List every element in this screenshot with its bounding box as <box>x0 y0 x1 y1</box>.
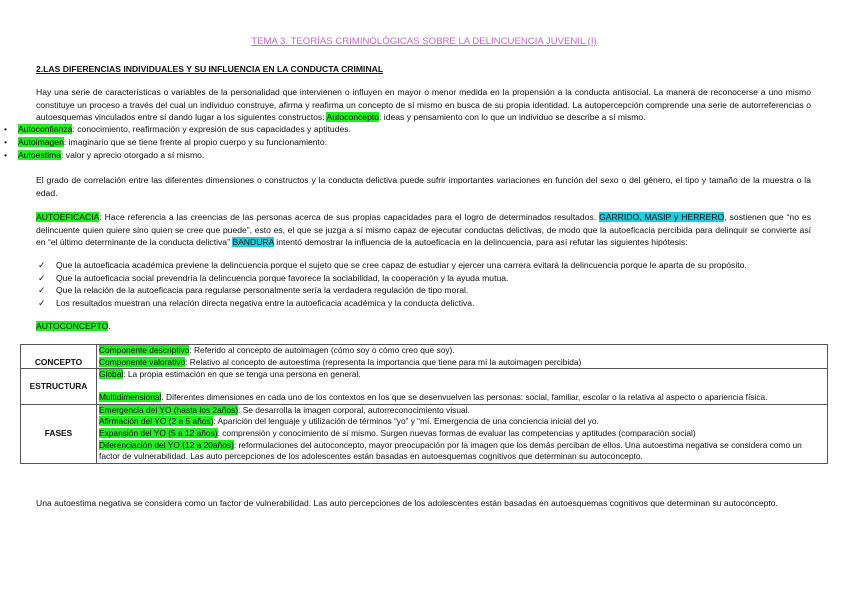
list-item <box>36 272 816 285</box>
check-icon: ✓ <box>38 297 46 308</box>
cell-text: : Se desarrolla la imagen corporal, autorreconocimiento visual. <box>238 404 470 415</box>
bullet-term: Autoconfianza <box>18 124 73 134</box>
cell-term: Diferenciación del YO (12 a 20años) <box>99 439 234 450</box>
autoconcepto-heading <box>36 320 111 333</box>
autoconcepto-label: AUTOCONCEPTO <box>36 321 109 331</box>
autoconcepto-dot: . <box>108 321 111 331</box>
cell-text: : Referido al concepto de autoimagen (cómo soy o cómo creo que soy). <box>189 345 455 355</box>
row-label-estructura: ESTRUCTURA <box>21 369 97 405</box>
cell-line <box>99 416 825 428</box>
table-cell <box>97 404 828 463</box>
cell-term: Componente valorativo <box>99 356 186 367</box>
cell-term: Global <box>99 369 124 380</box>
constructs-list <box>0 123 820 162</box>
list-item <box>36 297 816 310</box>
autoconcepto-table <box>20 344 828 464</box>
cell-text: : comprensión y conocimiento de sí mismo. Surgen nuevas formas de evaluar las competencias y aptitudes (comparación social) <box>217 427 696 438</box>
cell-term: Componente descriptivo <box>99 345 190 355</box>
intro-tail: : ideas y pensamiento con lo que un individuo se describe a sí mismo. <box>379 112 646 123</box>
cell-line <box>99 428 825 440</box>
autoeficacia-text-2: , sostienen que “no es delincuente quien quiere sino quien se cree que puede”, esto es, el que se juzga a sí mismo capaz de ejecutar conductas delictivas, de modo que la autoeficacia percibida para delinquir se convierte así en “el último determinante de la conducta delictiva” <box>36 212 811 248</box>
bullet-icon: • <box>4 124 8 134</box>
table-cell <box>97 345 828 369</box>
bullet-text: : imaginario que se tiene frente al propio cuerpo y su funcionamiento. <box>63 137 328 147</box>
cell-text: : reformulaciones del autoconcepto, mayor preocupación por la imagen que los demás perciban de ellos. Una autoestima negativa se considera como un factor de vulnerabilidad. Las auto percepciones de los adolescentes están basadas en autoesquemas cognitivos que determinan su autoconcepto. <box>99 439 802 462</box>
cell-term: Multidimensional <box>99 392 162 403</box>
hypothesis-text: Que la autoeficacia académica previene la delincuencia porque el sujeto que se cree capaz de estudiar y ejercer una carrera evitará la delincuencia porque le aparta de su propósito. <box>56 260 747 270</box>
cell-line <box>99 392 825 404</box>
bullet-term: Autoimagen <box>18 137 64 147</box>
row-label-fases: FASES <box>21 404 97 463</box>
autoeficacia-text-1: : Hace referencia a las creencias de las personas acerca de sus propias capacidades para el logro de determinados resultados. <box>99 212 600 222</box>
list-item <box>36 259 816 272</box>
table-cell <box>97 369 828 405</box>
list-item <box>0 123 820 136</box>
cell-line <box>99 440 825 463</box>
cell-text: : Aparición del lenguaje y utilización de términos “yo” y “mí. Emergencia de una conciencia inicial del yo. <box>213 416 599 427</box>
bullet-icon: • <box>4 137 8 147</box>
bullet-text: : conocimiento, reafirmación y expresión de sus capacidades y aptitudes. <box>72 124 351 134</box>
cell-line <box>99 345 825 357</box>
hypotheses-list <box>36 259 816 309</box>
cell-term: Expansión del YO (5 a 12 años) <box>99 427 218 438</box>
intro-text: Hay una serie de características o variables de la personalidad que intervienen o influyen en mayor o menor medida en la propensión a la conducta antisocial. La manera de reconocerse a uno mismo constituye un proceso a través del cual un individuo construye, afirma y reafirma un concepto de sí mismo en busca de su propia identidad. La autopercepción comprende una serie de autorreferencias o autoesquemas vinculados entre sí dando lugar a los siguientes constructos: <box>36 87 811 123</box>
list-item <box>36 284 816 297</box>
cell-text: . Diferentes dimensiones en cada uno de los contextos en los que se desenvuelven las personas: social, familiar, escolar o la relativa al aspecto o apariencia física. <box>161 392 768 403</box>
row-label-concepto: CONCEPTO <box>21 345 97 369</box>
authors-highlight: GARRIDO, MASIP y HERRERO <box>599 212 725 222</box>
cell-text: : Relativo al concepto de autoestima (representa la importancia que tiene para mí la autoimagen percibida) <box>185 356 582 367</box>
bullet-icon: • <box>4 150 8 160</box>
check-icon: ✓ <box>38 272 46 283</box>
document-title: TEMA 3. TEORÍAS CRIMINOLÓGICAS SOBRE LA DELINCUENCIA JUVENIL (I) <box>251 36 597 47</box>
correlation-paragraph: El grado de correlación entre las diferentes dimensiones o constructos y la conducta delictiva puede sufrir importantes variaciones en función del sexo o del género, el tipo y tamaño de la muestra o la edad. <box>36 175 811 198</box>
cell-text: : La propia estimación en que se tenga una persona en general. <box>123 369 361 380</box>
cell-line <box>99 357 825 369</box>
table-row <box>21 345 828 369</box>
autoeficacia-paragraph <box>36 211 811 249</box>
hypothesis-text: Que la autoeficacia social prevendría la delincuencia porque favorece la sociabilidad, la cooperación y la ayuda mutua. <box>56 272 509 283</box>
check-icon: ✓ <box>38 285 46 295</box>
cell-line <box>99 405 825 417</box>
bandura-highlight: BANDURA <box>232 237 274 248</box>
autoeficacia-term: AUTOEFICACIA <box>36 212 100 222</box>
bullet-text: : valor y aprecio otorgado a sí mismo. <box>61 150 205 160</box>
intro-paragraph <box>36 86 811 124</box>
cell-term: Emergencia del YO (hasta los 2años) <box>99 404 239 415</box>
cell-term: Afirmación del YO (2 a 5 años) <box>99 416 214 427</box>
footer-paragraph: Una autoestima negativa se considera como un factor de vulnerabilidad. Las auto percepciones de los adolescentes están basadas en autoesquemas cognitivos que determinan su autoconcepto. <box>36 498 778 508</box>
autoeficacia-text-3: intentó demostrar la influencia de la autoeficacia en la delincuencia, para así refutar las siguientes hipótesis: <box>273 237 688 248</box>
section-heading: 2.LAS DIFERENCIAS INDIVIDUALES Y SU INFLUENCIA EN LA CONDUCTA CRIMINAL <box>36 64 384 74</box>
autoconcepto-term: Autoconcepto <box>326 112 380 123</box>
hypothesis-text: Que la relación de la autoeficacia para regularse personalmente sería la verdadera regulación de tipo moral. <box>56 285 469 295</box>
hypothesis-text: Los resultados muestran una relación directa negativa entre la autoeficacia académica y la conducta delictiva. <box>56 297 475 308</box>
table-row <box>21 404 828 463</box>
list-item <box>0 136 820 149</box>
bullet-term: Autoestima <box>18 150 61 160</box>
check-icon: ✓ <box>38 260 46 270</box>
list-item <box>0 149 820 162</box>
table-row <box>21 369 828 405</box>
cell-line <box>99 369 825 392</box>
